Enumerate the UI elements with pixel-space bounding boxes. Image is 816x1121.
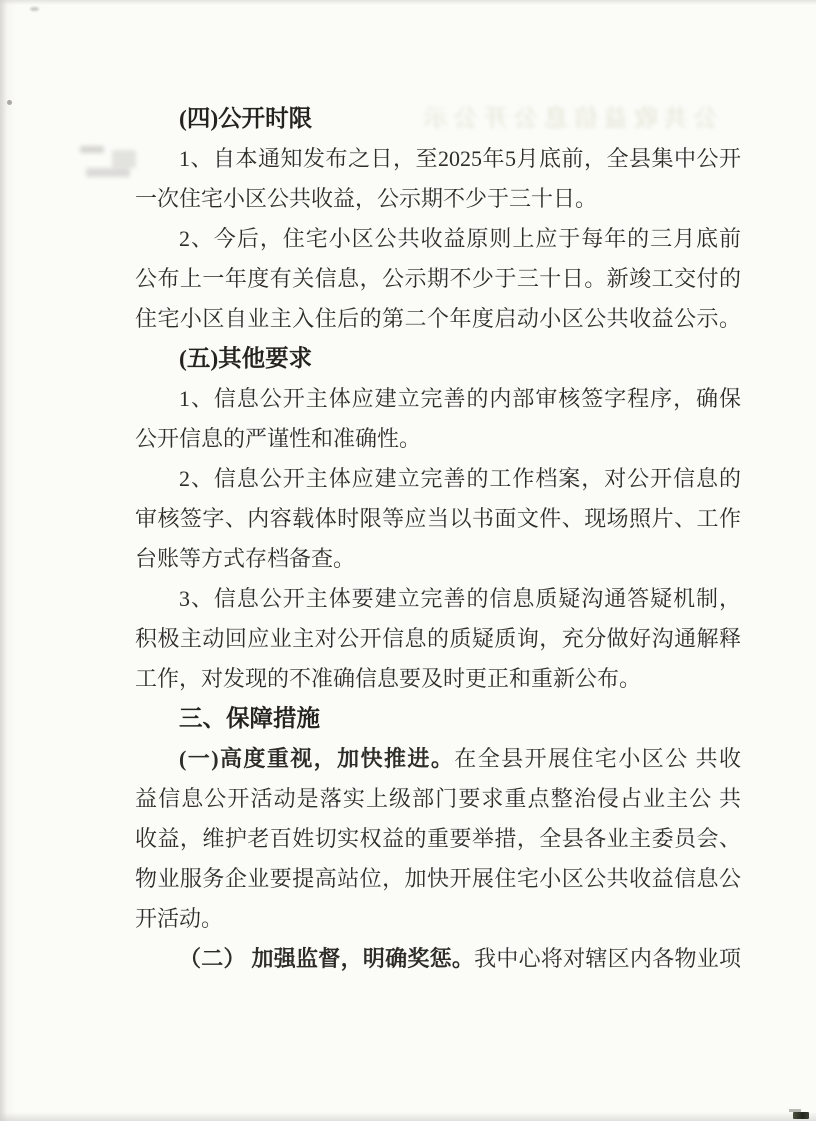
ghost-bleedthrough-text: 公共收益信息公开公示 xyxy=(418,106,718,132)
text-line: 公开信息的严谨性和准确性。 xyxy=(135,426,422,451)
text-line: 住宅小区自业主入住后的第二个年度启动小区公共收益公示。 xyxy=(135,306,741,331)
heading-line: 三、保障措施 xyxy=(179,706,320,732)
text-line: 公布上一年度有关信息，公示期不少于三十日。新竣工交付的 xyxy=(135,266,741,291)
smudge-mark xyxy=(80,146,104,153)
ink-speck xyxy=(30,7,39,11)
corner-ink-mark xyxy=(793,1112,809,1119)
text-line: 1、信息公开主体应建立完善的内部审核签字程序，确保 xyxy=(179,386,741,411)
scan-edge-shadow-left xyxy=(0,0,16,1121)
heading-line: (五)其他要求 xyxy=(179,346,313,372)
text-line: 审核签字、内容载体时限等应当以书面文件、现场照片、工作 xyxy=(135,506,741,531)
ink-speck xyxy=(7,100,12,105)
text-line: 一次住宅小区公共收益，公示期不少于三十日。 xyxy=(135,186,598,211)
text-line: 益信息公开活动是落实上级部门要求重点整治侵占业主公 共 xyxy=(135,786,741,811)
text-line: (一)高度重视，加快推进。在全县开展住宅小区公 共收 xyxy=(179,746,741,771)
document-body xyxy=(135,99,741,979)
text-line: 积极主动回应业主对公开信息的质疑质询，充分做好沟通解释 xyxy=(135,626,741,651)
text-line: 3、信息公开主体要建立完善的信息质疑沟通答疑机制， xyxy=(179,586,741,611)
text-line: 1、自本通知发布之日，至2025年5月底前，全县集中公开 xyxy=(179,146,741,171)
text-line: （二） 加强监督，明确奖惩。我中心将对辖区内各物业项 xyxy=(179,946,741,971)
text-line: 物业服务企业要提高站位，加快开展住宅小区公共收益信息公 xyxy=(135,866,741,891)
paragraph-lead-in: （二） 加强监督，明确奖惩。 xyxy=(179,946,475,971)
scan-edge-shadow-bottom xyxy=(0,1112,816,1121)
text-line: 台账等方式存档备查。 xyxy=(135,546,356,571)
text-line: 2、今后，住宅小区公共收益原则上应于每年的三月底前 xyxy=(179,226,741,251)
smudge-mark xyxy=(112,150,136,168)
smudge-mark xyxy=(86,168,130,177)
scan-edge-shadow-top xyxy=(0,0,816,5)
text-line: 收益，维护老百姓切实权益的重要举措，全县各业主委员会、 xyxy=(135,826,741,851)
paragraph-lead-in: (一)高度重视，加快推进。 xyxy=(179,746,455,771)
heading-line: (四)公开时限 xyxy=(179,106,313,132)
text-line: 开活动。 xyxy=(135,906,224,931)
text-line: 工作，对发现的不准确信息要及时更正和重新公布。 xyxy=(135,666,642,691)
text-line: 2、信息公开主体应建立完善的工作档案，对公开信息的 xyxy=(179,466,741,491)
